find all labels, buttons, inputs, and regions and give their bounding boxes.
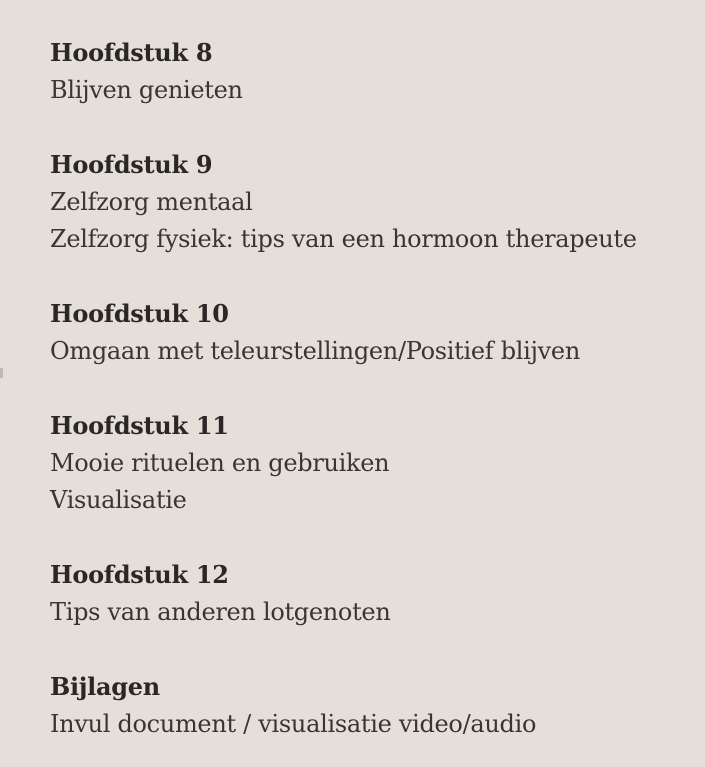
section-item: Blijven genieten [50, 76, 243, 104]
section-item: Invul document / visualisatie video/audio [50, 710, 537, 738]
section-item: Omgaan met teleurstellingen/Positief blijven [50, 337, 580, 365]
section-hoofdstuk-11 [50, 407, 690, 519]
section-item: Visualisatie [50, 486, 187, 514]
section-bijlagen [50, 668, 690, 743]
section-heading: Hoofdstuk 8 [50, 38, 213, 67]
section-hoofdstuk-12 [50, 556, 690, 631]
section-heading: Hoofdstuk 11 [50, 411, 229, 440]
section-heading: Hoofdstuk 9 [50, 150, 213, 179]
section-hoofdstuk-10 [50, 295, 690, 370]
section-item: Zelfzorg fysiek: tips van een hormoon therapeute [50, 225, 637, 253]
section-item: Zelfzorg mentaal [50, 188, 253, 216]
section-hoofdstuk-9 [50, 146, 690, 258]
section-heading: Bijlagen [50, 672, 160, 701]
section-item: Mooie rituelen en gebruiken [50, 449, 390, 477]
section-heading: Hoofdstuk 10 [50, 299, 229, 328]
section-heading: Hoofdstuk 12 [50, 560, 229, 589]
section-item: Tips van anderen lotgenoten [50, 598, 391, 626]
page-edge-mark [0, 368, 3, 378]
section-hoofdstuk-8 [50, 34, 690, 109]
table-of-contents [50, 34, 690, 743]
